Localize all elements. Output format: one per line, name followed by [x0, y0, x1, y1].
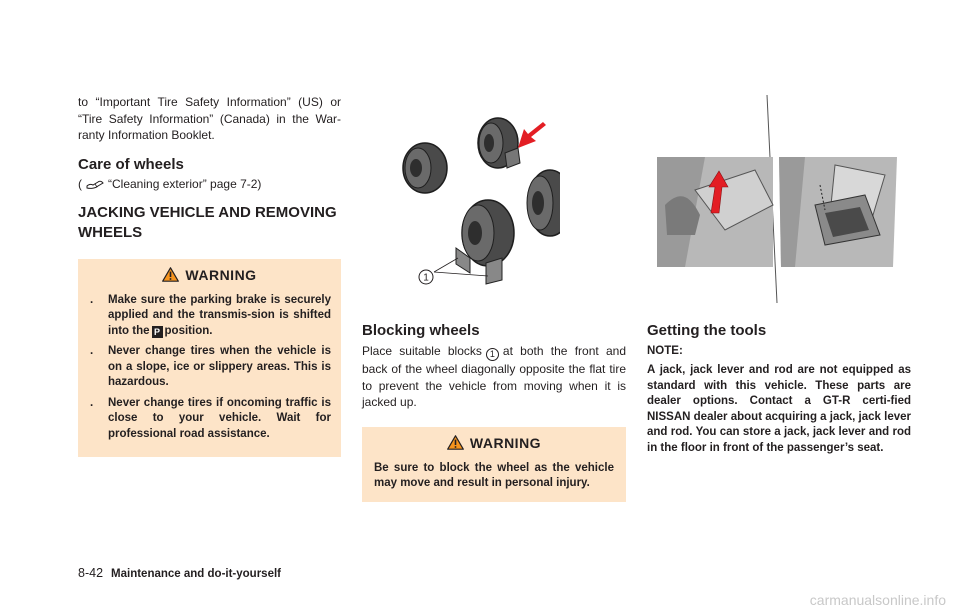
floor-right-panel [779, 157, 897, 267]
floor-left-panel [657, 157, 773, 267]
warning-triangle-icon [447, 435, 464, 450]
warning-title: WARNING [469, 434, 542, 451]
care-reference-text: “Cleaning exterior” page 7-2) [108, 176, 262, 191]
blocking-paragraph: Place suitable blocks 1 at both the front and back of the wheel diagonally opposite the flat tire to prevent the vehicle from moving when it is jacked up. [362, 344, 626, 409]
wheel-blocks-illustration [390, 108, 560, 298]
care-reference[interactable]: ( “Cleaning exterior” page 7-2) [78, 176, 262, 191]
warning-item: . Make sure the parking brake is securely applied and the transmis-sion is shifted into the P position. [90, 293, 331, 340]
warning-triangle-icon [162, 267, 179, 282]
warning-box-middle [362, 427, 626, 502]
warning-box-left [78, 259, 341, 458]
callout-number: 1 [423, 272, 429, 284]
note-text: A jack, jack lever and rod are not equipped as standard with this vehicle. These parts are dealer options. Contact a GT-R certi-fied NISSAN dealer about acquiring a jack, jack lever and rod. You can store a jack, jack lever and rod in the floor in front of the passenger’s seat. [647, 364, 911, 454]
column-left [78, 94, 341, 457]
warning-item: . Never change tires when the vehicle is on a slope, ice or slippery areas. This is hazardous. [90, 344, 331, 391]
warning-list [78, 293, 341, 443]
tire-top [478, 118, 520, 168]
column-middle [362, 322, 626, 502]
tire-blocked [456, 200, 514, 284]
note-label: NOTE: [647, 345, 683, 357]
page-number: 8-42 [78, 566, 104, 580]
blocking-wheels-heading: Blocking wheels [362, 322, 480, 339]
warning-header [78, 259, 341, 287]
warning-header [362, 427, 626, 455]
column-right [647, 322, 911, 456]
flat-tire-arrow [518, 122, 546, 148]
warning-title: WARNING [185, 266, 257, 283]
bullet: . [90, 345, 94, 357]
tire-right [527, 170, 560, 236]
warning-text: Be sure to block the wheel as the vehicle may move and result in personal injury. [374, 461, 614, 489]
getting-tools-heading: Getting the tools [647, 322, 767, 339]
tool-storage-illustration [655, 95, 915, 305]
jacking-heading: JACKING VEHICLE AND REMOVING WHEELS [78, 203, 337, 241]
page-footer [78, 566, 281, 580]
section-name: Maintenance and do-it-yourself [111, 568, 281, 580]
tire-back-left [403, 143, 447, 193]
care-of-wheels-heading: Care of wheels [78, 155, 184, 173]
park-position-icon: P [152, 326, 163, 338]
bullet: . [90, 396, 94, 409]
warning-item: . Never change tires if oncoming traffic is close to your vehicle. Wait for professional road assistance. [90, 396, 331, 443]
block-marker-icon: 1 [486, 348, 499, 361]
bullet: . [90, 293, 94, 306]
watermark: carmanualsonline.info [809, 592, 946, 608]
intro-paragraph: to “Important Tire Safety Information” (US) or “Tire Safety Information” (Canada) in the War-ranty Information Booklet. [78, 95, 341, 142]
page-reference-icon [86, 178, 104, 190]
